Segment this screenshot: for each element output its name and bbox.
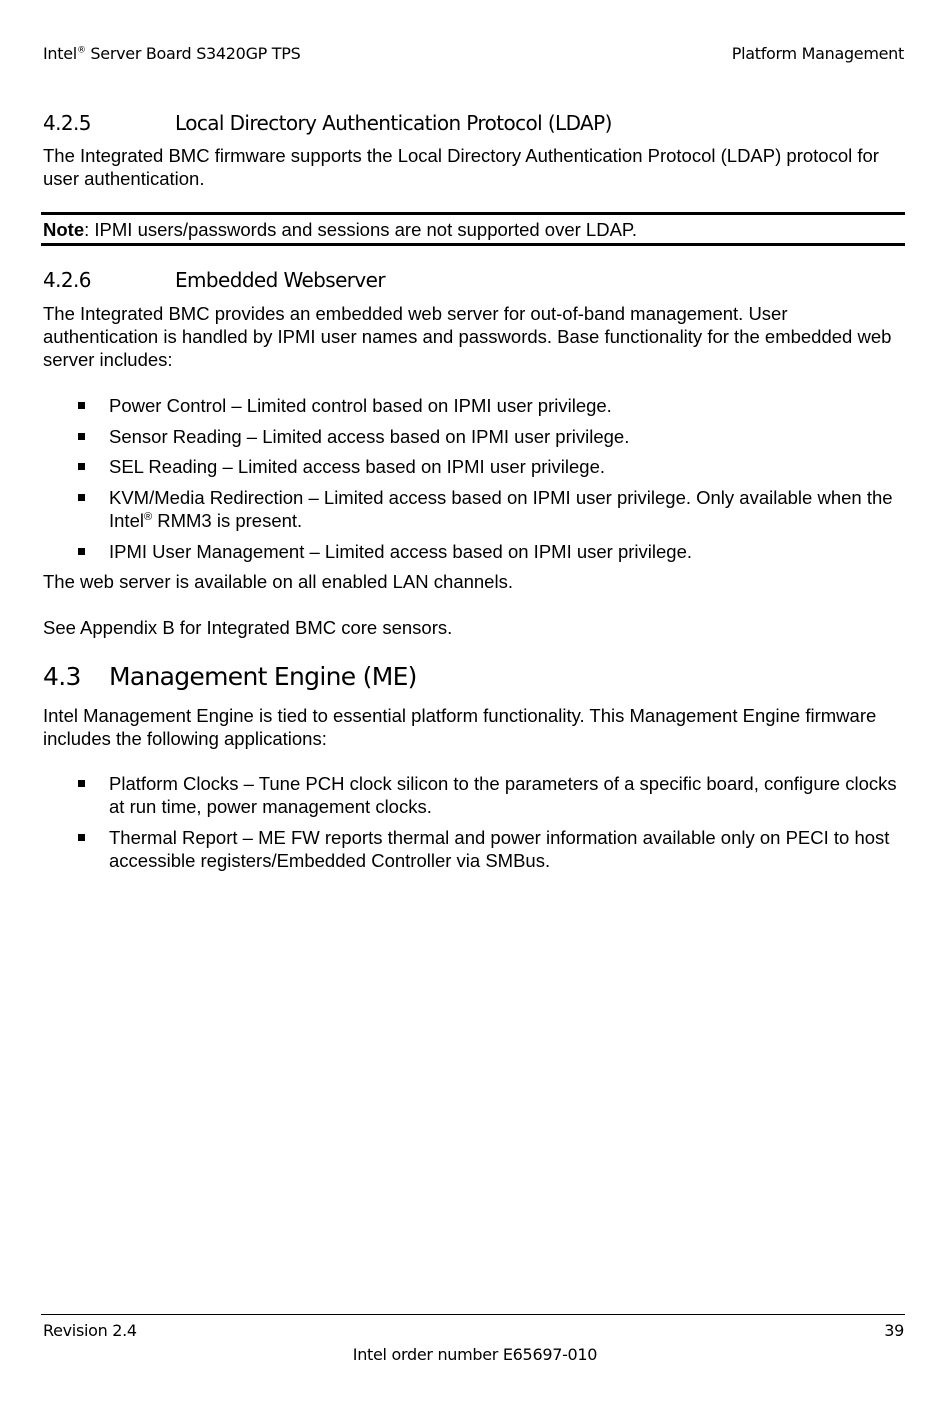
heading-4-3 — [43, 662, 417, 691]
heading-number: 4.2.6 — [43, 268, 91, 292]
footer-order-number: Intel order number E65697-010 — [352, 1345, 598, 1364]
list-item: SEL Reading – Limited access based on IPMI user privilege. — [109, 455, 909, 478]
registered-mark: ® — [76, 45, 86, 56]
list-item: Power Control – Limited control based on IPMI user privilege. — [109, 394, 909, 417]
bullet-icon — [78, 402, 85, 409]
footer-divider — [41, 1314, 905, 1315]
list-item: Platform Clocks – Tune PCH clock silicon to the parameters of a specific board, configure clocks at run time, power management clocks. — [109, 772, 909, 818]
heading-number: 4.2.5 — [43, 111, 91, 135]
bullet-icon — [78, 834, 85, 841]
heading-4-2-5 — [43, 111, 612, 135]
heading-number: 4.3 — [43, 662, 81, 691]
bullet-icon — [78, 548, 85, 555]
heading-title: Local Directory Authentication Protocol (LDAP) — [175, 111, 612, 135]
paragraph-ldap: The Integrated BMC firmware supports the Local Directory Authentication Protocol (LDAP) protocol for user authentication. — [43, 145, 879, 189]
note-label: Note — [43, 219, 85, 240]
registered-mark: ® — [143, 510, 153, 523]
heading-title: Management Engine (ME) — [109, 662, 417, 691]
paragraph-lan-channels: The web server is available on all enabled LAN channels. — [43, 571, 513, 592]
paragraph-me: Intel Management Engine is tied to essential platform functionality. This Management Engine firmware includes the following applications: — [43, 705, 877, 749]
note-box — [41, 212, 905, 246]
list-item: IPMI User Management – Limited access based on IPMI user privilege. — [109, 540, 909, 563]
footer-revision: Revision 2.4 — [43, 1321, 137, 1340]
paragraph-appendix-ref: See Appendix B for Integrated BMC core sensors. — [43, 617, 453, 638]
bullet-icon — [78, 463, 85, 470]
heading-4-2-6 — [43, 268, 385, 292]
paragraph-webserver: The Integrated BMC provides an embedded web server for out-of-band management. User authentication is handled by IPMI user names and passwords. Base functionality for the embedded web server includes: — [43, 303, 892, 370]
heading-title: Embedded Webserver — [175, 268, 385, 292]
running-header-title: Intel® Server Board S3420GP TPS — [43, 44, 301, 63]
list-item: Thermal Report – ME FW reports thermal and power information available only on PECI to host accessible registers/Embedded Controller via SMBus. — [109, 826, 909, 872]
list-item: Sensor Reading – Limited access based on IPMI user privilege. — [109, 425, 909, 448]
bullet-icon — [78, 780, 85, 787]
bullet-icon — [78, 433, 85, 440]
note-text: : IPMI users/passwords and sessions are not supported over LDAP. — [84, 219, 638, 240]
page-number: 39 — [884, 1321, 904, 1340]
running-header-section: Platform Management — [731, 44, 904, 63]
list-item: KVM/Media Redirection – Limited access based on IPMI user privilege. Only available when the Intel® RMM3 is present. — [109, 486, 909, 532]
bullet-icon — [78, 494, 85, 501]
